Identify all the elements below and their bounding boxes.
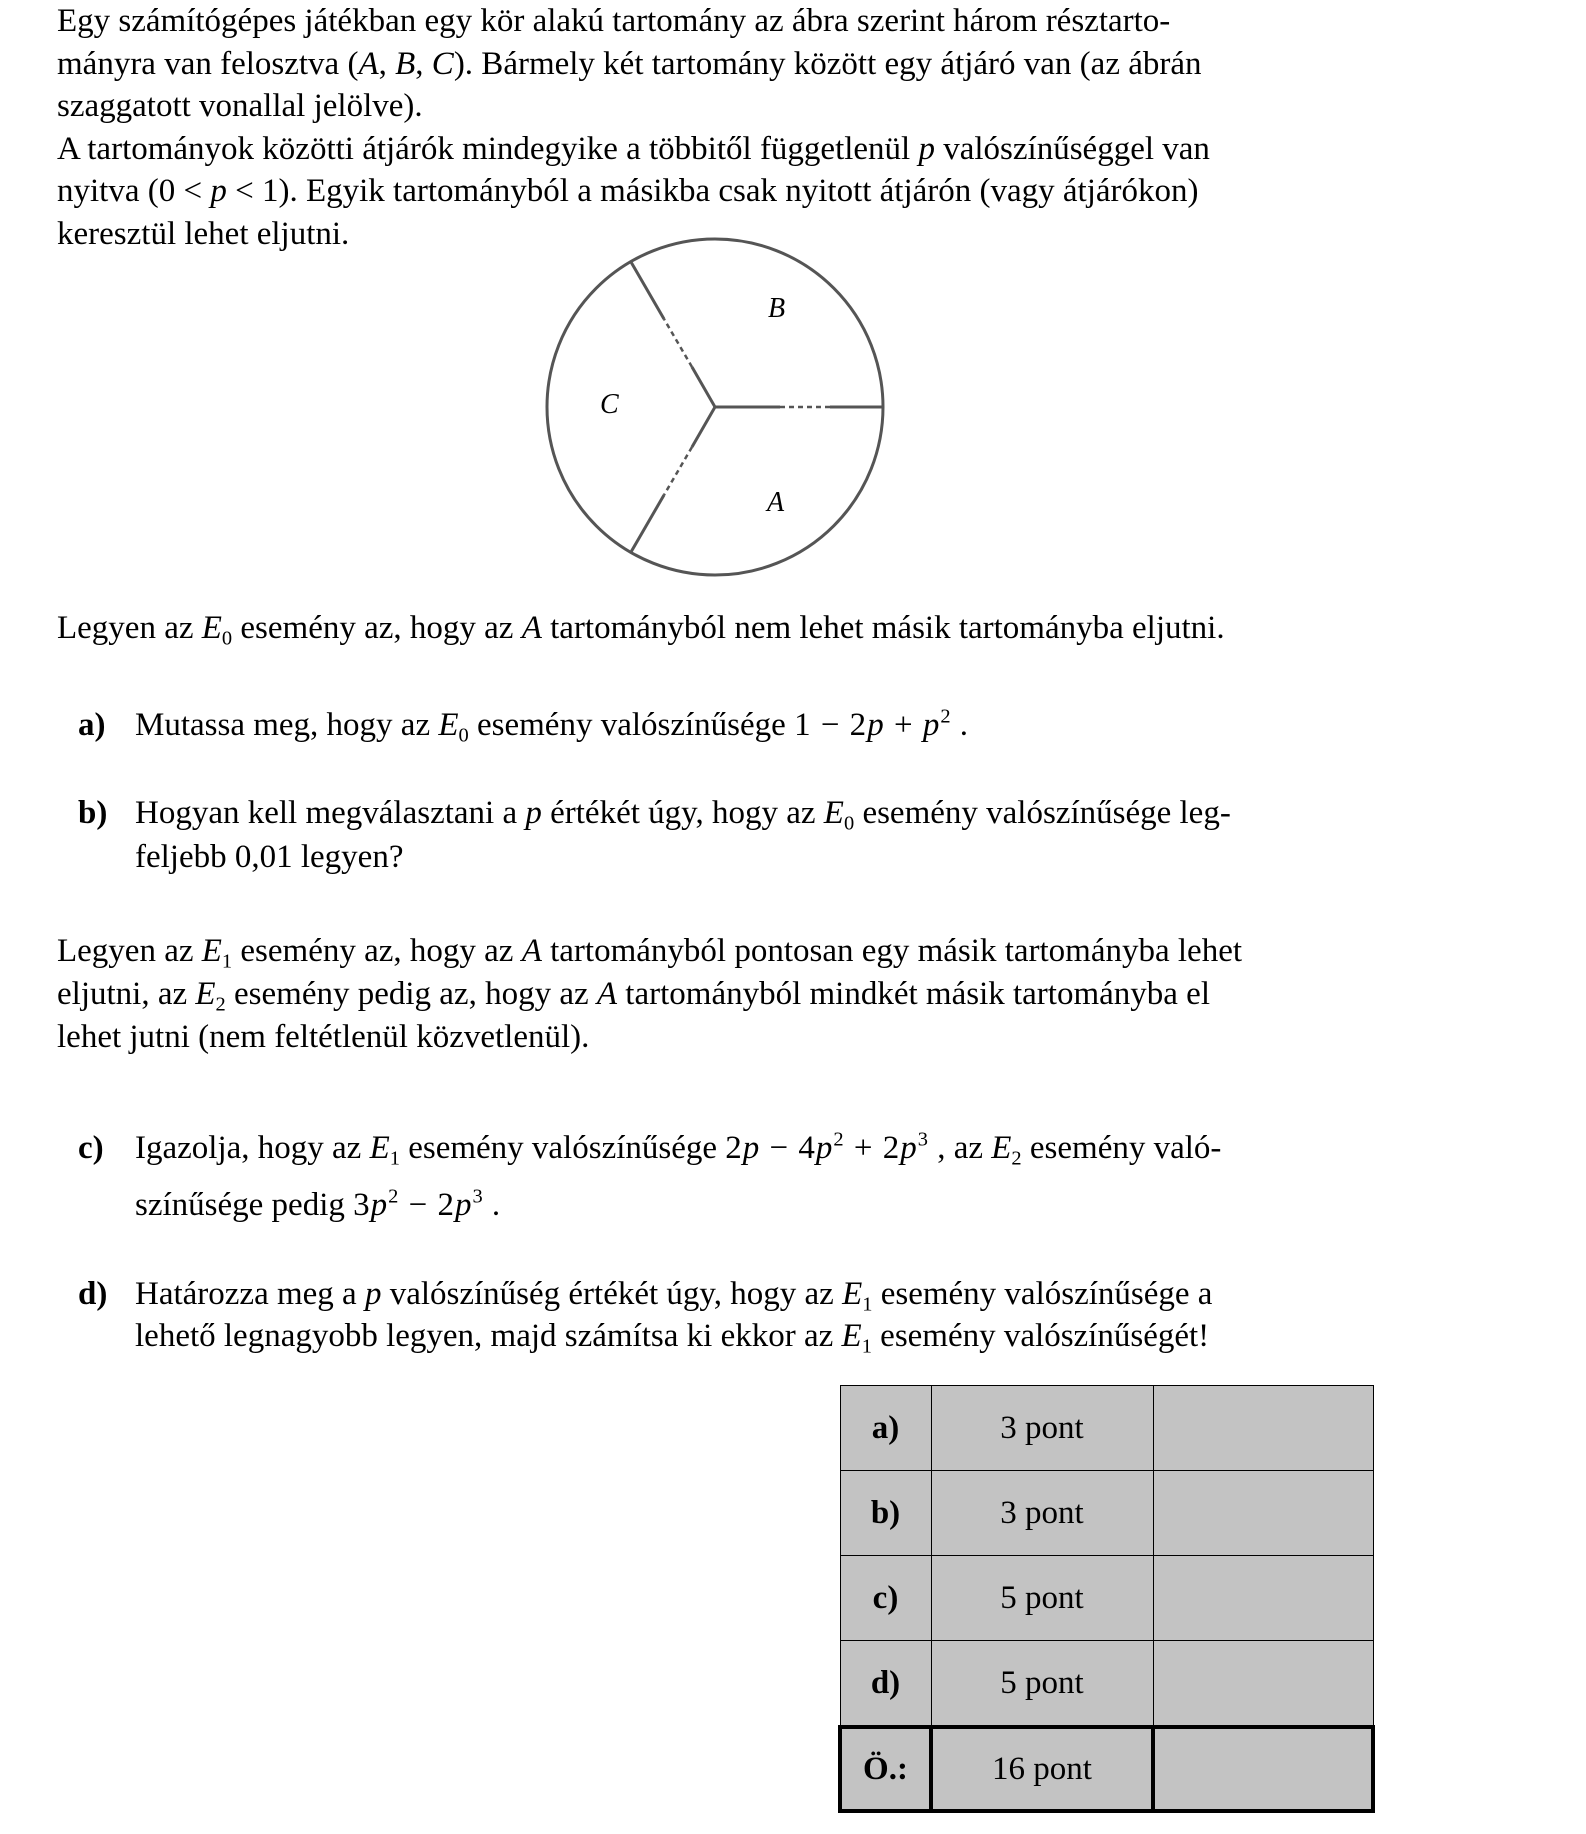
task-body	[135, 791, 1370, 879]
part-label: a)	[840, 1386, 931, 1471]
variable-p: p	[742, 1130, 761, 1166]
region-name: C	[431, 45, 454, 82]
text: esemény valószínűsége	[399, 1130, 726, 1166]
boundary-line	[692, 407, 715, 447]
exponent: 2	[388, 1185, 400, 1208]
score-row	[840, 1386, 1373, 1471]
event-symbol: E	[195, 976, 216, 1012]
formula	[725, 1130, 929, 1166]
text: esemény az, hogy az	[232, 933, 522, 969]
label-b: B	[768, 293, 786, 324]
intro-line: nyitva (0 <	[57, 173, 211, 209]
text: eljutni, az	[57, 976, 196, 1012]
variable-p: p	[918, 130, 935, 167]
text: értékét úgy, hogy az	[541, 795, 824, 831]
score-row	[840, 1556, 1373, 1641]
intro-line: < 1). Egyik tartományból a másikba csak nyitott átjárón (vagy átjárókon)	[226, 173, 1199, 209]
formula	[353, 1187, 484, 1223]
task-label: c)	[78, 1130, 104, 1166]
task-body	[135, 1273, 1370, 1357]
score-row	[840, 1641, 1373, 1728]
part-label: c)	[840, 1556, 931, 1641]
text: .	[483, 1187, 501, 1223]
text: lehető legnagyobb legyen, majd számítsa ki ekkor az	[135, 1318, 842, 1354]
boundary-line	[631, 262, 664, 319]
variable-p: p	[900, 1130, 918, 1166]
math-part: 3	[353, 1187, 371, 1223]
boundary-line	[631, 495, 664, 552]
math-part: +	[884, 707, 923, 743]
boundary-line	[692, 367, 715, 407]
part-label: d)	[840, 1641, 931, 1728]
text: tartományból mindkét másik tartományba el	[617, 976, 1210, 1012]
event-symbol: E	[201, 610, 222, 646]
total-label: Ö.:	[840, 1727, 931, 1811]
task-label: a)	[78, 707, 106, 743]
exponent: 3	[472, 1185, 484, 1208]
subscript: 1	[221, 950, 233, 973]
label-a: A	[767, 487, 785, 518]
text: esemény pedig az, hogy az	[225, 976, 597, 1012]
variable-p: p	[922, 707, 941, 743]
math-part: − 2	[399, 1187, 455, 1223]
max-points: 3 pont	[931, 1386, 1153, 1471]
text: , az	[928, 1130, 992, 1166]
score-total-row	[840, 1727, 1373, 1811]
intro-line: valószínűséggel van	[934, 130, 1210, 167]
separator: ,	[415, 45, 432, 82]
subscript: 1	[389, 1147, 400, 1170]
math-part: 2	[725, 1130, 743, 1166]
score-row	[840, 1471, 1373, 1556]
text: esemény való-	[1021, 1130, 1222, 1166]
text: Legyen az	[57, 610, 202, 646]
subscript: 0	[843, 812, 855, 835]
text: tartományból pontosan egy másik tartományba lehet	[541, 933, 1243, 969]
task-label: b)	[78, 795, 108, 831]
intro-line: A tartományok közötti átjárók mindegyike a többitől függetlenül	[57, 130, 919, 167]
task-body	[135, 1120, 1370, 1234]
math-part: − 4	[760, 1130, 816, 1166]
subscript: 2	[1011, 1147, 1022, 1170]
subscript: 2	[215, 993, 226, 1016]
text: valószínűség értékét úgy, hogy az	[381, 1276, 843, 1312]
text: tartományból nem lehet másik tartományba eljutni.	[541, 610, 1225, 646]
task-body	[135, 700, 1370, 750]
event-symbol: E	[438, 707, 459, 743]
exponent: 3	[917, 1128, 929, 1151]
variable-p: p	[364, 1276, 382, 1312]
task-label: d)	[78, 1276, 108, 1312]
e0-definition	[57, 603, 1372, 653]
region-diagram	[540, 232, 890, 582]
subscript: 0	[458, 724, 469, 747]
separator: ,	[378, 45, 396, 82]
event-symbol: E	[823, 795, 844, 831]
label-c: C	[600, 389, 619, 420]
variable-p: p	[867, 707, 885, 743]
variable-p: p	[454, 1187, 473, 1223]
text: esemény valószínűségét!	[871, 1318, 1210, 1354]
earned-points-cell[interactable]	[1153, 1386, 1373, 1471]
text: lehet jutni (nem feltétlenül közvetlenül).	[57, 1019, 590, 1055]
total-earned-cell[interactable]	[1153, 1727, 1373, 1811]
region-name: B	[395, 45, 416, 82]
variable-p: p	[370, 1187, 389, 1223]
subscript: 1	[862, 1293, 873, 1316]
exponent: 2	[940, 705, 952, 728]
text: Igazolja, hogy az	[135, 1130, 370, 1166]
variable-p: p	[210, 173, 227, 209]
gateway-dashed	[664, 319, 692, 367]
intro-paragraph	[57, 0, 1372, 255]
text: Mutassa meg, hogy az	[135, 707, 439, 743]
text: Legyen az	[57, 933, 202, 969]
intro-line: Egy számítógépes játékban egy kör alakú tartomány az ábra szerint három résztarto-	[57, 3, 1171, 39]
event-symbol: E	[991, 1130, 1012, 1166]
variable-p: p	[525, 795, 542, 831]
math-part: 1 − 2	[794, 707, 868, 743]
region-name: A	[596, 976, 618, 1012]
text: esemény valószínűsége a	[872, 1276, 1213, 1312]
max-points: 5 pont	[931, 1556, 1153, 1641]
text: feljebb 0,01 legyen?	[135, 839, 404, 875]
intro-line: ). Bármely két tartomány között egy átjáró van (az ábrán	[453, 45, 1202, 82]
text: Határozza meg a	[135, 1276, 365, 1312]
task-b	[78, 791, 1370, 879]
event-symbol: E	[369, 1130, 390, 1166]
text: .	[951, 707, 969, 743]
text: esemény az, hogy az	[232, 610, 522, 646]
event-symbol: E	[201, 933, 222, 969]
event-symbol: E	[842, 1276, 863, 1312]
task-c	[78, 1120, 1370, 1234]
intro-line: keresztül lehet eljutni.	[57, 215, 350, 252]
formula	[794, 707, 951, 743]
earned-points-cell[interactable]	[1153, 1471, 1373, 1556]
task-a	[78, 700, 1370, 750]
text: esemény valószínűsége leg-	[854, 795, 1231, 831]
exponent: 2	[833, 1128, 845, 1151]
region-name: A	[521, 610, 542, 646]
math-part: + 2	[844, 1130, 901, 1166]
max-points: 5 pont	[931, 1641, 1153, 1728]
subscript: 1	[861, 1335, 872, 1358]
task-d	[78, 1273, 1370, 1357]
text: Hogyan kell megválasztani a	[135, 795, 526, 831]
score-table	[838, 1385, 1375, 1813]
text: színűsége pedig	[135, 1187, 354, 1223]
max-points: 3 pont	[931, 1471, 1153, 1556]
variable-p: p	[815, 1130, 834, 1166]
part-label: b)	[840, 1471, 931, 1556]
earned-points-cell[interactable]	[1153, 1556, 1373, 1641]
subscript: 0	[221, 627, 233, 650]
intro-line: szaggatott vonallal jelölve).	[57, 88, 423, 124]
region-name: A	[358, 45, 379, 82]
e1-e2-definition	[57, 930, 1372, 1059]
region-name: A	[521, 933, 542, 969]
earned-points-cell[interactable]	[1153, 1641, 1373, 1728]
total-max-points: 16 pont	[931, 1727, 1153, 1811]
text: esemény valószínűsége	[468, 707, 795, 743]
gateway-dashed	[664, 447, 692, 495]
event-symbol: E	[841, 1318, 862, 1354]
intro-line: mányra van felosztva (	[57, 45, 359, 82]
